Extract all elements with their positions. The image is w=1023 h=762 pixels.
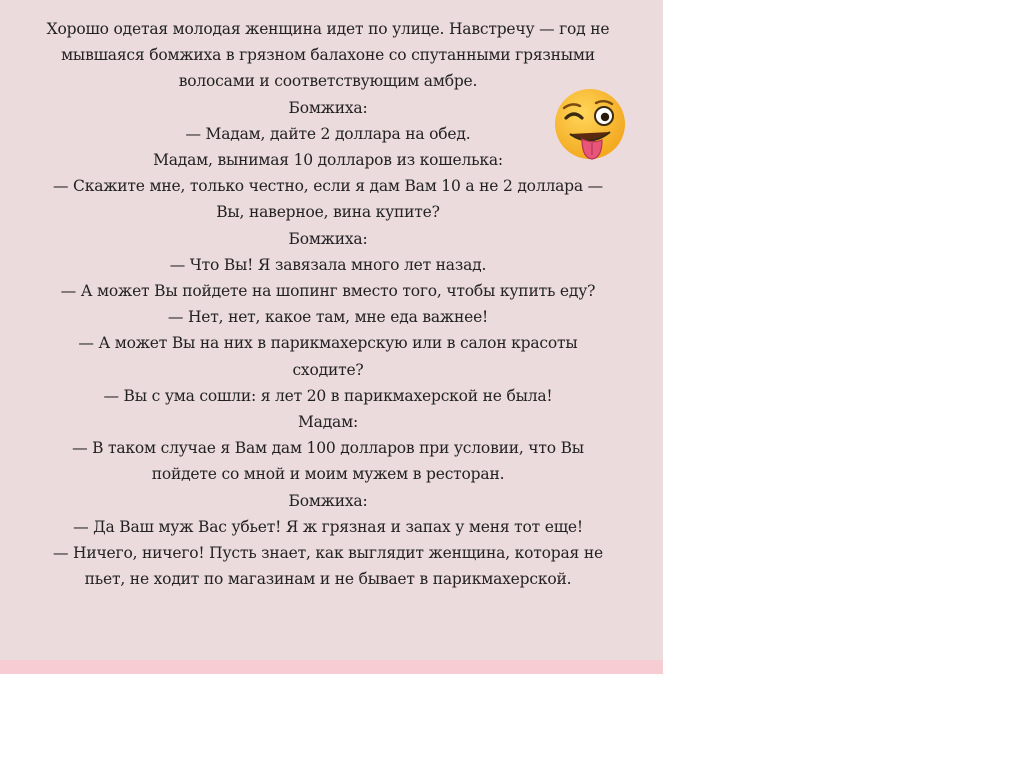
story-line: — Мадам, дайте 2 доллара на обед.	[185, 124, 471, 143]
story-line: пьет, не ходит по магазинам и не бывает в парикмахерской.	[84, 570, 572, 589]
story-line: — Вы с ума сошли: я лет 20 в парикмахерской не была!	[103, 386, 553, 405]
story-line: — Ничего, ничего! Пусть знает, как выглядит женщина, которая не	[53, 544, 603, 563]
story-line: Мадам:	[298, 413, 358, 432]
story-line: — В таком случае я Вам дам 100 долларов при условии, что Вы	[72, 439, 584, 458]
card-bottom-strip	[0, 660, 663, 674]
story-line: — Скажите мне, только честно, если я дам Вам 10 а не 2 доллара —	[53, 177, 603, 196]
story-line: Бомжиха:	[288, 229, 368, 248]
story-line: — Да Ваш муж Вас убьет! Я ж грязная и запах у меня тот еще!	[73, 517, 583, 536]
story-line: сходите?	[292, 360, 364, 379]
story-line: — Что Вы! Я завязала много лет назад.	[169, 255, 487, 274]
story-line: мывшаяся бомжиха в грязном балахоне со спутанными грязными	[61, 46, 595, 65]
story-line: — А может Вы пойдете на шопинг вместо того, чтобы купить еду?	[60, 282, 596, 301]
story-line: Вы, наверное, вина купите?	[216, 203, 440, 222]
story-line: Хорошо одетая молодая женщина идет по улице. Навстречу — год не	[46, 20, 610, 38]
winking-face-with-tongue-icon	[552, 86, 628, 164]
story-line: Бомжиха:	[288, 98, 368, 117]
story-line: волосами и соответствующим амбре.	[178, 72, 478, 91]
story-line: пойдете со мной и моим мужем в ресторан.	[151, 465, 505, 484]
story-line: Бомжиха:	[288, 491, 368, 510]
story-line: — А может Вы на них в парикмахерскую или в салон красоты	[78, 334, 578, 353]
story-line: — Нет, нет, какое там, мне еда важнее!	[167, 308, 489, 327]
story-line: Мадам, вынимая 10 долларов из кошелька:	[153, 151, 503, 170]
